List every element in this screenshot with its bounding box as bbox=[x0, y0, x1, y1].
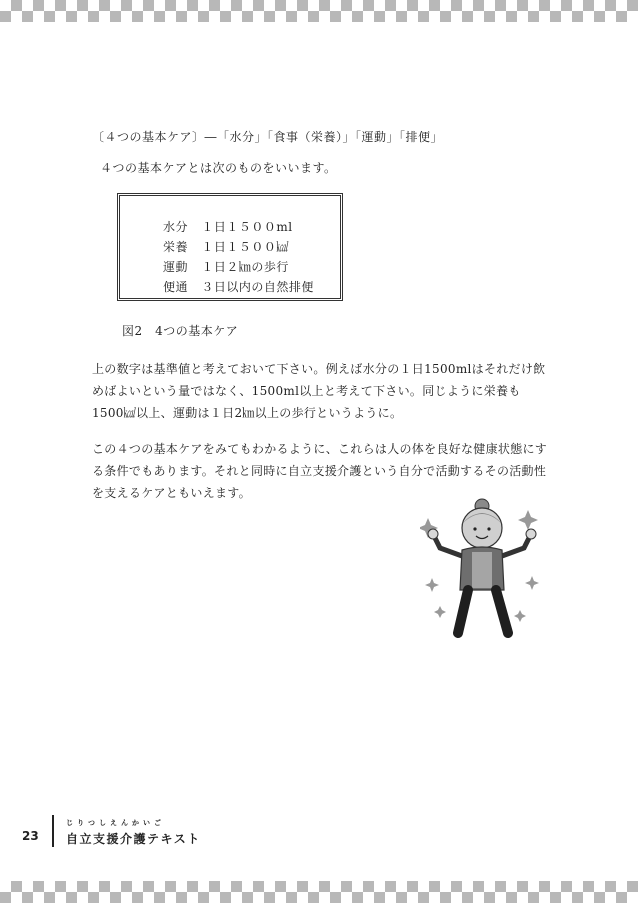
box-row-bowel bbox=[163, 278, 314, 295]
box-row-value: １日１５００㎉ bbox=[201, 240, 289, 254]
box-row-nutrition bbox=[163, 238, 289, 255]
footer-divider bbox=[52, 815, 54, 847]
paragraph-standard-values: 上の数字は基準値と考えておいて下さい。例えば水分の１日1500mlはそれだけ飲めばよいという量ではなく、1500ml以上と考えて下さい。同じように栄養も1500㎉以上、運動は１日2㎞以上の歩行というように。 bbox=[92, 362, 546, 420]
basic-care-box bbox=[117, 193, 343, 301]
page-number: 23 bbox=[22, 829, 39, 843]
box-row-label: 運動 bbox=[163, 260, 189, 274]
box-row-value: １日２㎞の歩行 bbox=[201, 260, 289, 274]
bottom-checker-border bbox=[0, 881, 638, 903]
paragraph-conditions: この４つの基本ケアをみてもわかるように、これらは人の体を良好な健康状態にする条件でもあります。それと同時に自立支援介護という自分で活動するその活動性を支えるケアともいえます。 bbox=[92, 442, 548, 500]
sparkle-icon bbox=[425, 578, 439, 592]
sparkle-icon bbox=[514, 610, 526, 622]
box-row-label: 水分 bbox=[163, 220, 189, 234]
footer-ruby: じりつしえんかいご bbox=[66, 819, 165, 827]
elderly-person-illustration bbox=[420, 498, 545, 643]
box-row-label: 栄養 bbox=[163, 240, 189, 254]
footer-title: 自立支援介護テキスト bbox=[66, 832, 201, 846]
box-row-value: ３日以内の自然排便 bbox=[201, 280, 314, 294]
box-row-exercise bbox=[163, 258, 289, 275]
sparkle-icon bbox=[525, 576, 539, 590]
box-row-label: 便通 bbox=[163, 280, 189, 294]
top-checker-border bbox=[0, 0, 638, 22]
box-row-water bbox=[163, 218, 293, 235]
section-heading: 〔４つの基本ケア〕―「水分」「食事（栄養）」「運動」「排便」 bbox=[92, 130, 444, 144]
box-row-value: １日１５００ml bbox=[201, 220, 293, 234]
sparkle-icon bbox=[434, 606, 446, 618]
sparkle-icon bbox=[518, 510, 538, 530]
intro-text: ４つの基本ケアとは次のものをいいます。 bbox=[100, 161, 337, 175]
figure-caption: 図2 4つの基本ケア bbox=[122, 324, 239, 338]
